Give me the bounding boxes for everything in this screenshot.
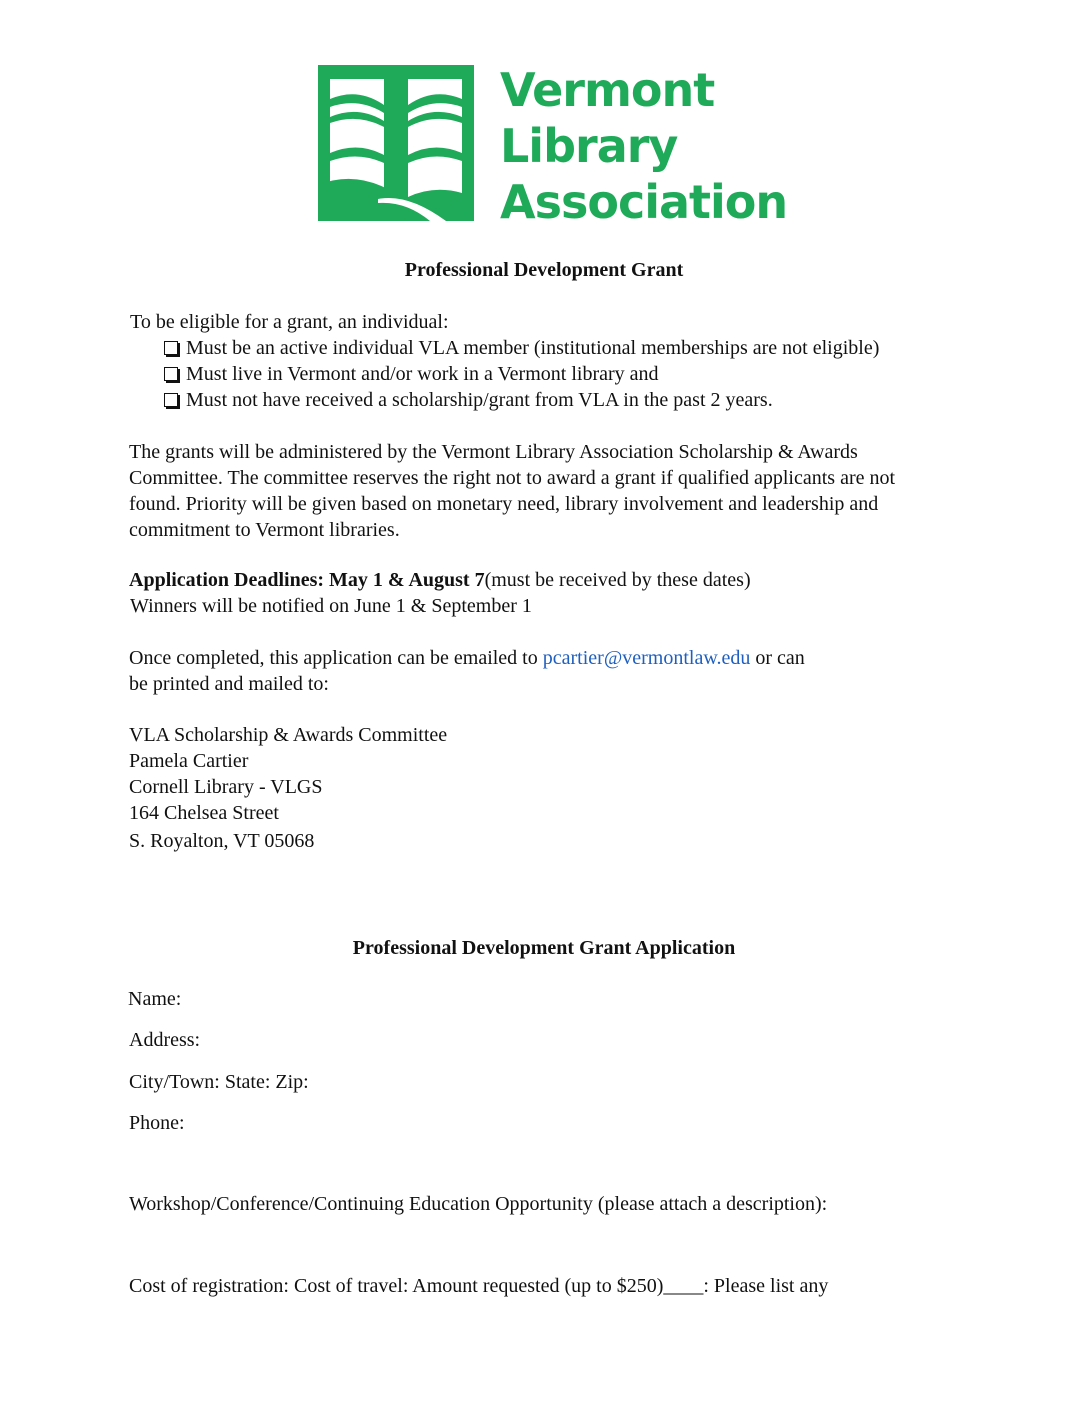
checkbox-bullet-icon: [164, 367, 178, 381]
admin-paragraph-line: commitment to Vermont libraries.: [129, 519, 400, 541]
field-name-label: Name:: [128, 988, 182, 1010]
field-costs-label: Cost of registration: Cost of travel: Amount requested (up to $250)____: Please list any: [129, 1275, 829, 1297]
logo-line-library: Library: [500, 119, 678, 173]
address-line: S. Royalton, VT 05068: [129, 830, 315, 852]
address-line: Pamela Cartier: [129, 750, 249, 772]
address-line: Cornell Library - VLGS: [129, 776, 323, 798]
submission-line-2: be printed and mailed to:: [129, 673, 329, 695]
winners-notice: Winners will be notified on June 1 & September 1: [130, 595, 532, 617]
field-city-state-zip-label: City/Town: State: Zip:: [129, 1071, 309, 1093]
deadlines-note: (must be received by these dates): [484, 569, 751, 591]
checkbox-bullet-icon: [164, 341, 178, 355]
logo-line-association: Association: [500, 175, 788, 229]
admin-paragraph-line: Committee. The committee reserves the right not to award a grant if qualified applicants are not: [129, 467, 896, 489]
email-link[interactable]: pcartier@vermontlaw.edu: [542, 647, 751, 669]
page-title: Professional Development Grant: [404, 259, 684, 281]
address-line: 164 Chelsea Street: [129, 802, 279, 824]
deadlines-label: Application Deadlines: May 1 & August 7: [129, 569, 485, 591]
eligibility-item: Must live in Vermont and/or work in a Vermont library and: [164, 361, 659, 387]
field-address-label: Address:: [129, 1029, 201, 1051]
logo-line-vermont: Vermont: [500, 63, 715, 117]
book-tree-icon: [318, 65, 474, 221]
deadlines-line: [129, 567, 751, 593]
address-line: VLA Scholarship & Awards Committee: [129, 724, 448, 746]
eligibility-item: Must not have received a scholarship/grant from VLA in the past 2 years.: [164, 387, 773, 413]
vla-logo: [318, 63, 788, 229]
field-opportunity-label: Workshop/Conference/Continuing Education Opportunity (please attach a description):: [129, 1193, 828, 1215]
admin-paragraph-line: The grants will be administered by the Vermont Library Association Scholarship & Awards: [129, 441, 858, 463]
admin-paragraph-line: found. Priority will be given based on monetary need, library involvement and leadership and: [129, 493, 879, 515]
eligibility-item: Must be an active individual VLA member (institutional memberships are not eligible): [164, 335, 879, 361]
eligibility-intro: To be eligible for a grant, an individual:: [130, 311, 449, 333]
field-phone-label: Phone:: [129, 1112, 185, 1134]
application-title: Professional Development Grant Application: [352, 937, 736, 959]
submission-line-1: Once completed, this application can be emailed to pcartier@vermontlaw.edu or can: [129, 647, 805, 669]
checkbox-bullet-icon: [164, 393, 178, 407]
